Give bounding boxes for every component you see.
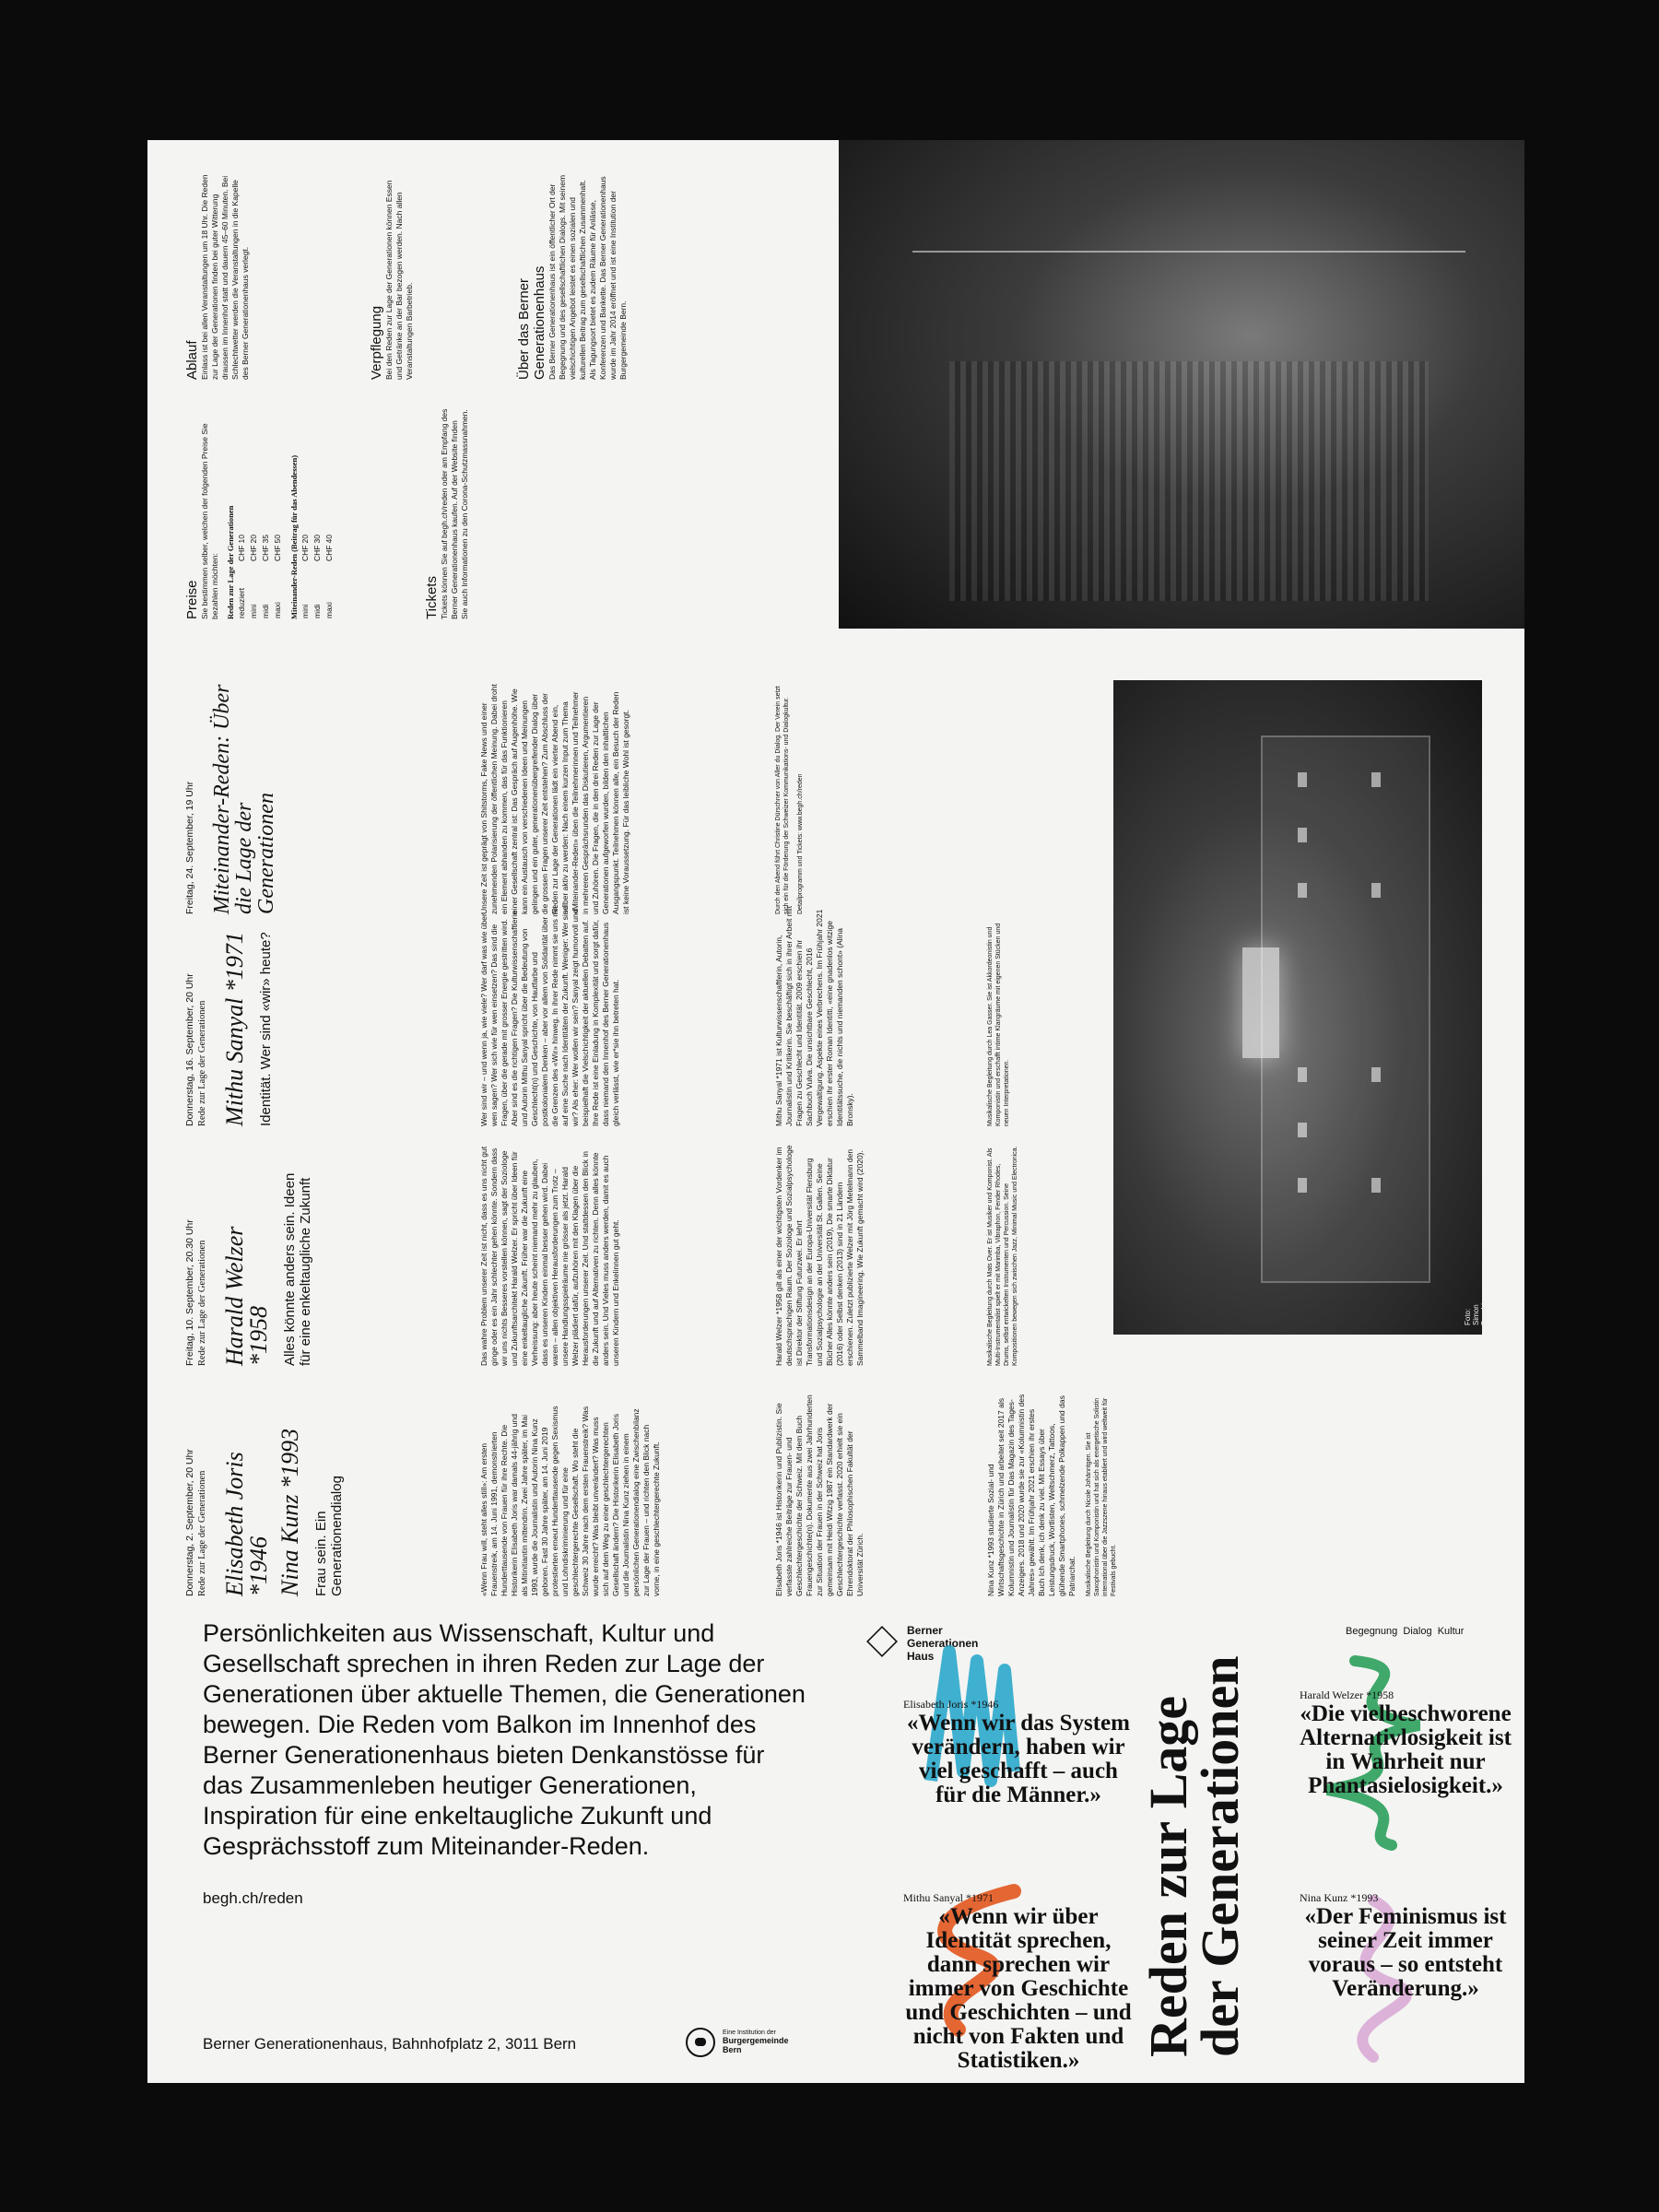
bio-text: Mithu Sanyal *1971 ist Kulturwissenschaftlerin, Autorin, Journalistin und Kritikerin. Sie beschäftigt sich in ihrer Arbeit mit Fragen zu Geschlecht und Identität. 2009 erschien ihr Sachbuch Vulva. Die unsichtbare Geschlecht, 2016 Vergewaltigung. Aspekte eines Verbrechens. Im Frühjahr 2021 erschien ihr erster Roman Identitti, «eine gnadenlos witzige Identitätssuche, die nichts und niemanden schont» (Alina Bronsky).	[774, 905, 854, 1126]
logo-tagline: Begegnung Dialog Kultur	[1346, 1626, 1465, 1637]
quote-author: Nina Kunz *1993	[1300, 1891, 1379, 1904]
ablauf-title: Ablauf	[184, 340, 200, 380]
reden-price-table	[236, 534, 284, 619]
burgergemeinde-logo	[686, 2026, 852, 2063]
quote-welzer	[1300, 1688, 1512, 1798]
window	[1298, 772, 1307, 787]
mit-price-title: Miteinander-Reden (Beitrag für das Abendessen)	[289, 454, 299, 619]
quote-text: «Wenn wir über Identität sprechen, dann sprechen wir immer von Geschichte und Geschichten – und nicht von Fakten und Statistiken.»	[905, 1904, 1132, 2073]
ablauf-block	[184, 168, 369, 380]
speaker-name: Nina Kunz *1993	[276, 1428, 303, 1596]
bio-welzer	[774, 1145, 977, 1366]
prices-intro: Sie bestimmen selber, welchen der folgenden Preise Sie bezahlen möchten:	[200, 423, 219, 619]
verpflegung-block	[369, 168, 516, 380]
currency: CHF	[261, 545, 270, 561]
event-miteinander-body	[479, 684, 737, 914]
quote-sanyal	[903, 1891, 1134, 2073]
logo-name-line2: Generationen	[907, 1637, 979, 1650]
currency: CHF	[249, 545, 258, 561]
crowd-area	[949, 361, 1429, 601]
quote-joris	[903, 1698, 1134, 1807]
amount: 30	[312, 535, 322, 544]
event-date: Donnerstag, 2. September, 20 Uhr	[184, 1449, 195, 1596]
window	[1298, 1067, 1307, 1082]
tier: midi	[261, 604, 270, 618]
event-date: Freitag, 10. September, 20.30 Uhr	[184, 1219, 195, 1366]
tickets-text: Tickets können Sie auf begh.ch/reden oder am Empfang des Berner Generationenhaus kaufen. Auf der Website finden Sie auch Informationen zu den Corona-Schutzmassnahmen.	[440, 408, 469, 619]
event-series: Rede zur Lage der Generationen	[197, 1000, 207, 1126]
logo-name-line1: Berner	[907, 1624, 943, 1637]
price-row	[272, 534, 284, 619]
quote-author: Elisabeth Joris *1946	[903, 1698, 999, 1711]
event-series: Rede zur Lage der Generationen	[197, 1470, 207, 1596]
event-welzer	[184, 1172, 442, 1366]
tickets-block	[424, 407, 571, 619]
bear-seal-icon	[686, 2028, 715, 2057]
music-text: Musikalische Begleitung durch Lea Gasser. Sie ist Akkordeonistin und Komponistin und erschafft intime Klangräume mit eigenen Stücken und neuen Interpretationen.	[987, 923, 1010, 1126]
quote-kunz	[1300, 1891, 1512, 2001]
courtyard-photo	[1113, 680, 1488, 1335]
ablauf-text: Einlass ist bei allen Veranstaltungen um 18 Uhr. Die Reden zur Lage der Generationen finden bei guter Witterung draussen im Innenhof statt und dauern 45–60 Minuten. Bei Schlechtwetter werden die Veranstaltungen in die Kapelle des Berner Generationenhaus verlegt.	[200, 174, 250, 380]
bio-joris	[774, 1394, 977, 1596]
speaker-name: Elisabeth Joris *1946	[221, 1452, 272, 1596]
event-body: Unsere Zeit ist geprägt von Shitstorms, Fake News und einer zunehmenden Polarisierung der öffentlichen Meinung. Dabei droht ein Element abhanden zu kommen, das für das Funktionieren einer Gesellschaft zentral ist: Das Gespräch auf Augenhöhe. Wie kann ein Austausch von verschiedenen Ideen und Meinungen gelingen und ein guter, generationenübergreifender Dialog über die grossen Fragen unserer Zeit entstehen? Zum Abschluss der Reden zur Lage der Generationen lädt ein vierter Abend ein, selber aktiv zu werden: Nach einem kurzen Input zum Thema «Miteinander-Reden» üben die Teilnehmerinnen und Teilnehmer in mehreren Gesprächsrunden das Diskutieren, Argumentieren und Zuhören. Die Fragen, die in den drei Reden zur Lage der Generationen aufgeworfen wurden, bilden den inhaltlichen Ausgangspunkt. Teilnehmen können alle, ein Besuch der Reden ist keine Voraussetzung. Für das leibliche Wohl ist gesorgt.	[479, 684, 630, 914]
currency: CHF	[324, 545, 334, 561]
speaker-name: Mithu Sanyal *1971	[221, 932, 248, 1126]
poster-sheet	[147, 140, 1524, 2083]
verpflegung-text: Bei den Reden zur Lage der Generationen können Essen und Getränke an der Bar bezogen werden. Nach allen Veranstaltungen Barbetrieb.	[384, 180, 414, 380]
cube-logo-icon	[866, 1626, 898, 1657]
event-subtitle: Alles könnte anders sein. Ideen für eine enkeltaugliche Zukunft	[282, 1172, 313, 1366]
currency: CHF	[273, 545, 282, 561]
series-title	[1138, 1652, 1250, 2057]
event-sanyal-body	[479, 905, 737, 1126]
quote-author: Harald Welzer *1958	[1300, 1688, 1394, 1701]
window	[1371, 772, 1381, 787]
about-title: Über das Berner Generationenhaus	[516, 265, 547, 380]
tier: maxi	[324, 602, 334, 618]
tier: midi	[312, 604, 322, 618]
event-subtitle: Frau sein. Ein Generationendialog	[313, 1476, 345, 1596]
address-line: Berner Generationenhaus, Bahnhofplatz 2, 3011 Bern	[203, 2035, 577, 2053]
currency: CHF	[237, 545, 246, 561]
event-joris-kunz-body	[479, 1403, 728, 1596]
amount: 10	[237, 535, 246, 544]
music-text: Musikalische Begleitung durch Nicole Johänntgen. Sie ist Saxophonistin und Komponistin und hat sich als energetische Solistin international über die Jazzszene hinaus etabliert und wird weltweit für Festivals gebucht.	[1086, 1397, 1117, 1596]
event-miteinander	[184, 684, 442, 914]
window	[1371, 1067, 1381, 1082]
mit-price-table	[300, 534, 335, 619]
logo-name-line3: Haus	[907, 1650, 935, 1663]
tier: mini	[249, 604, 258, 618]
event-body: Das wahre Problem unserer Zeit ist nicht, dass es uns nicht gut ginge oder es ein Jahr schlechter gehen könnte. Sondern dass wir uns nichts Besseres vorstellen können, sagt der Soziologe und Zukunftsarchitekt Harald Welzer. Er spricht über Ideen für eine enkeltaugliche Zukunft. Früher war die Zukunft eine Verheissung: aber heute scheint niemand mehr zu glauben, dass es unseren Kindern einmal besser gehen wird. Dabei waren – allen objektiven Herausforderungen zum Trotz – unsere Handlungsspielräume nie grösser als jetzt. Harald Welzer plädiert dafür, aufzuhören mit den Klagen über die Herausforderungen unserer Zeit. Und stattdessen den Blick in die Zukunft und auf Alternativen zu richten. Denn alles könnte anders sein. Und Vieles muss anders werden, damit es auch unseren Kindern und Enkelinnen gut geht.	[479, 1146, 620, 1366]
bio-text: Durch den Abend führt Christine Dürschner von Aller du Dialog. Der Verein setzt sich ein für die Förderung der Schweizer Kommunikations- und Dialogkultur.	[775, 686, 790, 914]
crowd-photo	[839, 140, 1524, 629]
music-sanyal	[986, 905, 1078, 1126]
window	[1298, 828, 1307, 842]
about-text: Das Berner Generationenhaus ist ein öffentlicher Ort der Begegnung und des gesellschaftlichen Dialogs. Mit seinem vielschichtigen Angebot leistet es einen sozialen und kulturellen Beitrag zum gesellschaftlichen Zusammenhalt. Als Tagungsort bietet es zudem Räume für Anlässe, Konferenzen und Bankette. Das Berner Generationenhaus wurde im Jahr 2014 eröffnet und ist eine Institution der Burgergemeinde Bern.	[547, 174, 628, 380]
series-title-line1: Reden zur Lage	[1138, 1695, 1198, 2057]
bio-text: Elisabeth Joris *1946 ist Historikerin und Publizistin. Sie verfasste zahlreiche Beiträge zur Frauen- und Geschlechtergeschichte der Schweiz. Mit dem Buch Frauengeschichte(n). Dokumente aus zwei Jahrhunderten zur Situation der Frauen in der Schweiz hat Joris gemeinsam mit Heidi Witzig 1987 ein Standardwerk der Geschlechtergeschichte verfasst. 2020 erhielt sie ein Ehrendoktorat der Philosophischen Fakultät der Universität Zürich.	[774, 1394, 865, 1596]
series-title-line2: der Generationen	[1190, 1655, 1250, 2057]
window	[1371, 1178, 1381, 1193]
amount: 35	[261, 535, 270, 544]
bio-moderation	[774, 684, 885, 914]
currency: CHF	[312, 545, 322, 561]
event-date: Donnerstag, 16. September, 20 Uhr	[184, 973, 195, 1126]
quote-text: «Wenn wir das System verändern, haben wir viel geschafft – auch für die Männer.»	[907, 1711, 1130, 1807]
program-link[interactable]: Detailprogramm und Tickets: www.begh.ch/reden	[797, 773, 804, 914]
window	[1298, 883, 1307, 898]
tier: mini	[300, 604, 310, 618]
price-row	[260, 534, 272, 619]
event-sanyal	[184, 905, 442, 1126]
speaker-name: Harald Welzer *1958	[221, 1226, 272, 1366]
event-subtitle: Identität. Wer sind «wir» heute?	[258, 932, 274, 1126]
amount: 40	[324, 535, 334, 544]
music-welzer	[986, 1145, 1078, 1366]
amount: 20	[300, 535, 310, 544]
event-joris-kunz	[184, 1403, 442, 1596]
window	[1298, 1178, 1307, 1193]
quote-author: Mithu Sanyal *1971	[903, 1891, 994, 1904]
burgergemeinde-name: Burgergemeinde	[723, 2036, 789, 2045]
window	[1298, 1123, 1307, 1137]
tier: maxi	[273, 602, 282, 618]
event-welzer-body	[479, 1145, 737, 1366]
price-row	[300, 534, 312, 619]
price-row	[312, 534, 324, 619]
price-row	[248, 534, 260, 619]
tier: reduziert	[237, 587, 246, 618]
price-row	[236, 534, 248, 619]
photo-credit: Foto: Simon Boschi	[1464, 1302, 1488, 1325]
event-date: Freitag, 24. September, 19 Uhr	[184, 781, 195, 914]
bio-sanyal	[774, 905, 977, 1126]
tickets-title: Tickets	[424, 576, 440, 619]
price-row	[324, 534, 335, 619]
event-body: «Wenn Frau will, steht alles still»: Am ersten Frauenstreik, am 14. Juni 1991, demonstrierten Hunderttausende von Frauen für ihre Rechte. Die Historikerin Elisabeth Joris war damals 44-jährig und als Mitinitiantin mittendrin. Zwei Jahre später, im Mai 1993, wurde die Journalistin und Autorin Nina Kunz geboren. Fast 30 Jahre später, am 14. Juni 2019 protestierten erneut Hunderttausende gegen Sexismus und Lohndiskriminierung und für eine geschlechtergerechte Gesellschaft. Wo steht die Schweiz 30 Jahre nach dem ersten Frauenstreik? Was wurde erreicht? Was bleibt unverändert? Was muss sich auf dem Weg zu einer geschlechtergerechten Gesellschaft ändern? Die Historikerin Elisabeth Joris und die Journalistin Nina Kunz ziehen in einem persönlichen Generationendialog eine Zwischenbilanz zur Lage der Frauen – und richten den Blick nach vorne, in eine geschlechtergerechte Zukunft.	[479, 1406, 661, 1596]
balcony-light	[1242, 947, 1279, 1058]
amount: 20	[249, 535, 258, 544]
intro-link[interactable]: begh.ch/reden	[203, 1889, 303, 1907]
burgergemeinde-city: Bern	[723, 2045, 742, 2054]
window	[1371, 883, 1381, 898]
building-facade	[1261, 735, 1430, 1283]
amount: 50	[273, 535, 282, 544]
about-block	[516, 168, 700, 380]
event-series: Rede zur Lage der Generationen	[197, 1240, 207, 1366]
event-body: Wer sind wir – und wenn ja, wie viele? Wer darf was wie über wen sagen? Wer sich wie für wen einsetzen? Das sind die Fragen, über die gerade mit grosser Energie gestritten wird. Aber sind es die richtigen Fragen? Die Kulturwissenschaftlerin und Autorin Mithu Sanyal spricht über die Bedeutung von Geschlecht(n) und Geschichte, von Hautfarbe und postkolonialem Denken – aber vor allem von Solidarität über die Grenzen des «Wir» hinweg. In ihrer Rede nimmt sie uns mit auf eine Suche nach Identitäten der Zukunft. Weniger: Wer sind wir? Als eher: Wer wollen wir sein? Sanyal zeigt humorvoll und beispielhaft die Vielschichtigkeit der aktuellen Debatten auf. Ihre Rede ist eine Einladung in Komplexität und sorgt dafür, dass niemand den Innenhof des Berner Generationenhaus gleich verlässt, wie er*sie ihn betreten hat.	[479, 905, 620, 1126]
currency: CHF	[300, 545, 310, 561]
intro-text: Persönlichkeiten aus Wissenschaft, Kultur und Gesellschaft sprechen in ihren Reden zur Lage der Generationen über aktuelle Themen, die Generationen bewegen. Die Reden vom Balkon im Innenhof des Berner Generationenhaus bieten Denkanstösse für das Zusammenleben heutiger Generationen, Inspiration für eine enkeltaugliche Zukunft und Gesprächsstoff zum Miteinander-Reden.	[203, 1619, 806, 1860]
quote-text: «Der Feminismus ist seiner Zeit immer voraus – so entsteht Veränderung.»	[1304, 1904, 1507, 2001]
music-text: Musikalische Begleitung durch Mats Over. Er ist Musiker und Komponist. Als Multi-Instrumentalist spielt er mit Marimba, Vibraphon, Fender Rhodes, Drums, selbst entwickelten Instrumenten und Percussion. Seine Kompositionen bewegen sich zwischen Jazz, Minimal Music und Electronica.	[987, 1146, 1018, 1366]
bio-kunz	[986, 1394, 1180, 1596]
bio-text: Harald Welzer *1958 gilt als einer der wichtigsten Vordenker im deutschsprachigen Raum. Der Soziologe und Sozialpsychologe ist Direktor der Stiftung Futurzwei. Er lehrt Transformationsdesign an der Europa-Universität Flensburg und Sozialpsychologie an der Universität St. Gallen. Seine Bücher Alles könnte anders sein (2019), Die smarte Diktatur (2016) oder Selbst denken (2013) sind in 21 Ländern erschienen. Zuletzt publizierte Welzer mit Jörg Metelmann den Sammelband Imagineering. Wie Zukunft gemacht wird (2020).	[774, 1145, 865, 1366]
reden-price-title: Reden zur Lage der Generationen	[226, 505, 235, 619]
bio-text: Nina Kunz *1993 studierte Sozial- und Wirtschaftsgeschichte in Zürich und arbeitet seit 2017 als Kolumnistin und Journalistin für Das Magazin des Tages-Anzeigers. 2018 und 2020 wurde sie zur «Kolumnistin des Jahres» gewählt. Im Frühjahr 2021 erschien ihr erstes Buch Ich denk, ich denk zu viel. Mit Essays über Leistungsdruck, Wortlisten, Weltschmerz, Tattoos, glühende Smartphones, schmelzende Polkappen und das Patriarchat.	[986, 1394, 1077, 1596]
prices-title: Preise	[184, 580, 200, 619]
light-strings	[912, 251, 1465, 253]
event-title: Miteinander-Reden: Über die Lage der Generationen	[210, 684, 278, 914]
prices-block	[184, 407, 396, 619]
verpflegung-title: Verpflegung	[369, 305, 384, 380]
quote-text: «Die vielbeschworene Alternativlosigkeit ist in Wahrheit nur Phantasielosigkeit.»	[1300, 1701, 1512, 1798]
burgergemeinde-caption: Eine Institution der	[723, 2030, 776, 2036]
